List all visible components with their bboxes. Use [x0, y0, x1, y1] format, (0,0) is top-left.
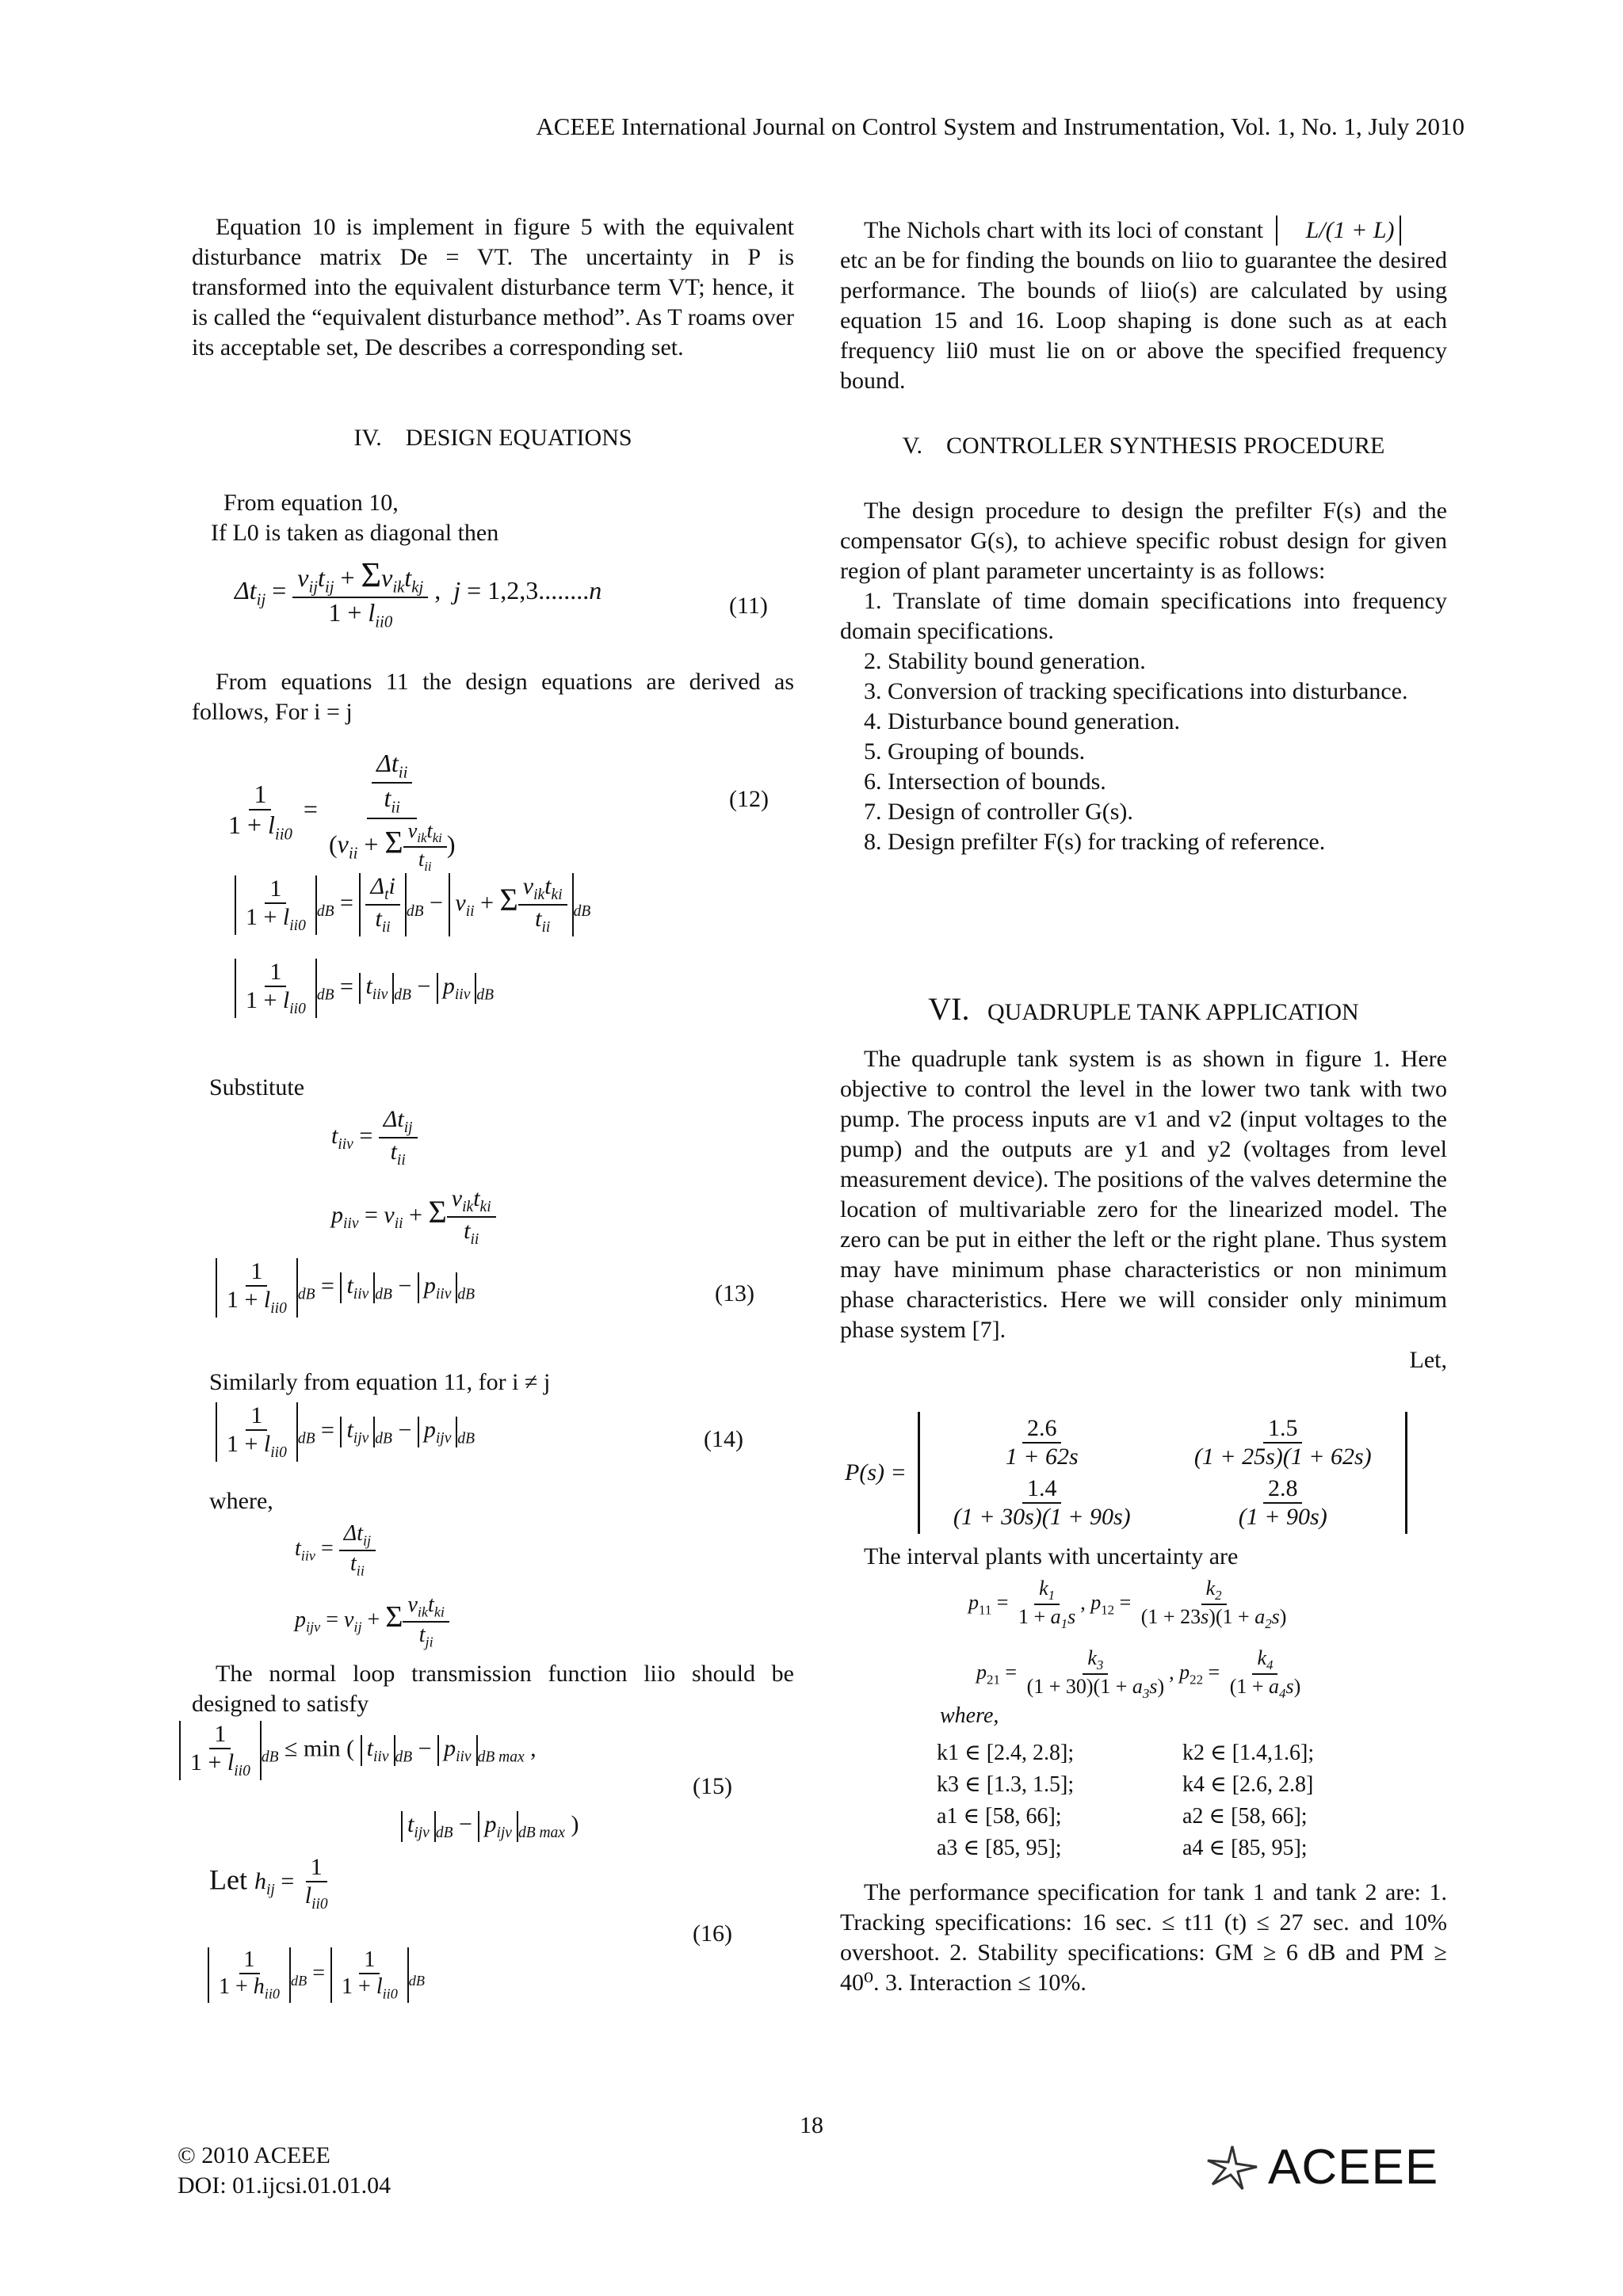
matrix-a12-den: (1 + 25s)(1 + 62s) — [1193, 1444, 1372, 1470]
performance-text: The performance specification for tank 1 and tank 2 are: 1. Tracking specifications: 16 sec. ≤ t11 (t) ≤ 27 sec. and 10% overshoot. 2. Stability specifications: GM ≥ 6 dB and PM ≥ 40⁰. 3. Interaction ≤ 10%. — [840, 1879, 1447, 1996]
tiiv-definition: $t_{iiv}$ = $\frac{\Delta t_{ij}}{t_{ii}}$ — [331, 1106, 418, 1169]
normal-loop-block — [192, 1659, 794, 1719]
equation-15: $\frac{1}{1 + l_{ii0}}$ $_{dB}$ ≤ min ( $t_{iiv}$ $_{dB} - p_{iiv}$ $_{dB max}$ , — [179, 1721, 537, 1780]
equation-number-13: (13) — [715, 1280, 754, 1306]
nichols-text-a — [840, 215, 1447, 246]
page-number: 18 — [800, 2112, 823, 2138]
equation-13: $\frac{1}{1 + l_{ii0}}$ $_{dB} = t_{iiv}$ $_{dB} - p_{iiv}$ $_{dB}$ — [216, 1258, 475, 1318]
from-equations-11: From equations 11 the design equations are derived as follows, For i = j — [192, 669, 794, 725]
equation-12: $\frac{1}{1 + l_{ii0}}$ = $\frac{\Delta t_{ii}}{t_{ii}}$ ($v_{ii} + \Sigma$ $\frac{v_{ik}t_{ki}}{t_{ii}}$ ) — [228, 749, 456, 875]
list-item: 2. Stability bound generation. — [864, 648, 1146, 674]
matrix-body — [918, 1412, 1407, 1534]
journal-header: ACEEE International Journal on Control System and Instrumentation, Vol. 1, No. 1, July 2010 — [536, 113, 1465, 140]
section-number: V. — [902, 433, 922, 459]
similarly-block — [192, 1367, 794, 1398]
interval-intro: The interval plants with uncertainty are — [864, 1543, 1239, 1569]
range-a3: a3 ∈ [85, 95]; — [937, 1836, 1062, 1860]
star-swirl-icon — [1205, 2143, 1260, 2192]
range-k4: k4 ∈ [2.6, 2.8] — [1182, 1772, 1314, 1797]
equation-11: $\Delta t_{ij}$ = $\frac{v_{ij}t_{ij} + \Sigma v_{ik}t_{kj}}{1 + l_{ii0}}$ , j = 1,2,3........n — [235, 555, 602, 631]
left-para-1 — [192, 212, 794, 363]
matrix-a22-num: 2.8 — [1263, 1475, 1303, 1504]
interval-p21-p22: $p_{21}$ = $\frac{k_3}{(1 + 30)(1 + a_3s)}$ , $p_{22}$ = $\frac{k_4}{(1 + a_4s)}$ — [976, 1646, 1301, 1702]
equation-12-short: $\frac{1}{1 + l_{ii0}}$ $_{dB} = t_{iiv}$ $_{dB} - p_{iiv}$ $_{dB}$ — [235, 959, 494, 1018]
range-a4: a4 ∈ [85, 95]; — [1182, 1836, 1308, 1860]
range-k1: k1 ∈ [2.4, 2.8]; — [937, 1741, 1075, 1765]
matrix-a22-den: (1 + 90s) — [1238, 1504, 1327, 1530]
performance-block — [840, 1878, 1447, 1998]
left-intro-eq11 — [192, 488, 794, 548]
procedure-block — [840, 496, 1447, 857]
logo-text: ACEEE — [1268, 2140, 1439, 2195]
similarly-text: Similarly from equation 11, for i ≠ j — [209, 1369, 551, 1395]
from-equation-10: From equation 10, — [223, 490, 399, 516]
parameter-ranges — [937, 1740, 1388, 1862]
equation-15-cont: $t_{ijv}$ $_{dB} - p_{ijv}$ $_{dB max}$ ) — [401, 1811, 579, 1842]
equation-12-db-form: $\frac{1}{1 + l_{ii0}}$ $_{dB}$ = $\frac{\Delta_ti}{t_{ii}}$ $_{dB} - v_{ii} + \Sigma$ $\frac{v_{ik}t_{ki}}{t_{ii}}$ $_{dB}$ — [235, 873, 590, 936]
let-label: Let — [209, 1863, 247, 1896]
equation-14: $\frac{1}{1 + l_{ii0}}$ $_{dB} = t_{ijv}$ $_{dB} - p_{ijv}$ $_{dB}$ — [216, 1402, 475, 1462]
interval-p11-p12: $p_{11}$ = $\frac{k_1}{1 + a_1s}$ , $p_{12}$ = $\frac{k_2}{(1 + 23s)(1 + a_2s)}$ — [968, 1577, 1287, 1632]
section-title: DESIGN EQUATIONS — [405, 425, 632, 451]
plant-matrix — [845, 1412, 1407, 1534]
section-title: CONTROLLER SYNTHESIS PROCEDURE — [945, 433, 1385, 459]
section-title: QUADRUPLE TANK APPLICATION — [987, 999, 1359, 1025]
range-k2: k2 ∈ [1.4,1.6]; — [1182, 1741, 1315, 1765]
matrix-a11-num: 2.6 — [1022, 1415, 1062, 1444]
section-heading-iv — [192, 425, 794, 452]
list-item: 7. Design of controller G(s). — [864, 799, 1133, 825]
copyright: © 2010 ACEEE — [178, 2142, 330, 2168]
where-italic: where, — [940, 1703, 999, 1728]
equation-16-let: Let $h_{ij}$ = $\frac{1}{l_{ii0}}$ — [209, 1854, 328, 1913]
section-heading-vi — [840, 990, 1447, 1028]
where-block — [192, 1486, 794, 1516]
list-item: 5. Grouping of bounds. — [864, 738, 1086, 765]
tank-paragraph-block — [840, 1044, 1447, 1375]
nichols-text-b: etc an be for finding the bounds on liio to guarantee the desired performance. The bounds of liio(s) are calculated by using equation 15 and 16. Loop shaping is done such as at each frequency lii0 must lie on or above the specified frequency bound. — [840, 247, 1447, 394]
nichols-paragraph — [840, 215, 1447, 396]
let-label: Let, — [1409, 1347, 1447, 1373]
normal-loop-text: The normal loop transmission function liio should be designed to satisfy — [192, 1661, 794, 1717]
matrix-a12-num: 1.5 — [1263, 1415, 1303, 1444]
equation-number-14: (14) — [704, 1426, 743, 1452]
section-heading-v — [840, 433, 1447, 460]
aceee-logo — [1205, 2139, 1438, 2195]
tiiv-definition-2: $t_{iiv}$ = $\frac{\Delta t_{ij}}{t_{ii}}$ — [295, 1521, 376, 1579]
equation-number-12: (12) — [729, 786, 769, 812]
loci-expression: L/(1 + L) — [1276, 215, 1401, 246]
if-l0-diagonal: If L0 is taken as diagonal then — [211, 520, 499, 546]
matrix-a21-num: 1.4 — [1022, 1475, 1062, 1504]
equation-16: $\frac{1}{1 + h_{ii0}}$ $_{dB}$ = $\frac{1}{1 + l_{ii0}}$ $_{dB}$ — [208, 1947, 425, 2003]
footer-left — [178, 2141, 391, 2201]
doi: DOI: 01.ijcsi.01.01.04 — [178, 2172, 391, 2199]
list-item: 4. Disturbance bound generation. — [864, 708, 1181, 734]
list-item: 1. Translate of time domain specifications into frequency domain specifications. — [840, 588, 1447, 644]
pijv-definition: $p_{ijv} = v_{ij} + \Sigma$ $\frac{v_{ik}t_{ki}}{t_{ji}}$ — [295, 1592, 449, 1650]
matrix-lhs: P(s) = — [845, 1459, 907, 1486]
range-k3: k3 ∈ [1.3, 1.5]; — [937, 1772, 1075, 1797]
tank-paragraph: The quadruple tank system is as shown in figure 1. Here objective to control the level in the lower two tank with two pump. The process inputs are v1 and v2 (input voltages to the pump) and the outputs are y1 and y2 (voltages from level measurement device). The positions of the valves determine the location of multivariable zero for the linearized model. The zero can be put in either the left or the right plane. Thus system may have minimum phase characteristics or non minimum phase characteristics. Here we will consider only minimum phase system [7]. — [840, 1046, 1447, 1343]
equation-number-11: (11) — [729, 593, 768, 619]
equation-number-15: (15) — [693, 1773, 732, 1799]
procedure-intro: The design procedure to design the prefilter F(s) and the compensator G(s), to achieve specific robust design for given region of plant parameter uncertainty is as follows: — [840, 498, 1447, 584]
section-number: VI. — [928, 991, 970, 1027]
where-label: where, — [209, 1488, 273, 1514]
list-item: 8. Design prefilter F(s) for tracking of reference. — [864, 829, 1326, 855]
substitute-label: Substitute — [209, 1074, 305, 1100]
list-item: 6. Intersection of bounds. — [864, 769, 1106, 795]
interval-intro-block — [840, 1542, 1447, 1572]
substitute-block — [192, 1073, 794, 1103]
range-a2: a2 ∈ [58, 66]; — [1182, 1804, 1308, 1829]
procedure-steps — [840, 586, 1447, 857]
matrix-a21-den: (1 + 30s)(1 + 90s) — [953, 1504, 1131, 1530]
equation-number-16: (16) — [693, 1920, 732, 1947]
piiv-definition: $p_{iiv} = v_{ii} + \Sigma$ $\frac{v_{ik}t_{ki}}{t_{ii}}$ — [331, 1185, 496, 1249]
nichols-lead: The Nichols chart with its loci of constant — [864, 217, 1264, 243]
range-a1: a1 ∈ [58, 66]; — [937, 1804, 1062, 1829]
list-item: 3. Conversion of tracking specifications into disturbance. — [864, 678, 1408, 704]
left-derive-text — [192, 667, 794, 727]
section-number: IV. — [353, 425, 382, 451]
matrix-a11-den: 1 + 62s — [1005, 1444, 1079, 1470]
paragraph-equivalent-disturbance: Equation 10 is implement in figure 5 with the equivalent disturbance matrix De = VT. The uncertainty in P is transformed into the equivalent disturbance term VT; hence, it is called the “equivalent disturbance method”. As T roams over its acceptable set, De describes a corresponding set. — [192, 214, 794, 360]
